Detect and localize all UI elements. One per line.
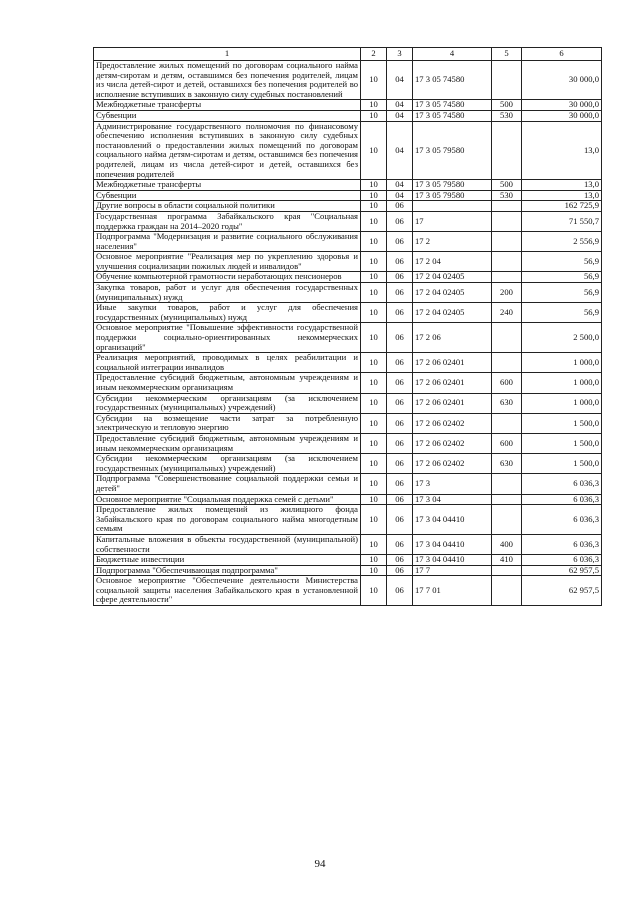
- amount-cell: 62 957,5: [522, 565, 602, 576]
- subsection-code-cell: 06: [387, 303, 413, 323]
- target-article-code-cell: 17 3 04 04410: [413, 555, 492, 566]
- amount-cell: 162 725,9: [522, 201, 602, 212]
- section-code-cell: 10: [361, 252, 387, 272]
- amount-cell: 56,9: [522, 252, 602, 272]
- table-row: [94, 303, 602, 323]
- table-row: [94, 283, 602, 303]
- target-article-code-cell: 17: [413, 211, 492, 231]
- expense-type-code-cell: 500: [492, 180, 522, 191]
- section-code-cell: 10: [361, 373, 387, 393]
- table-row: [94, 494, 602, 505]
- header-cell-1: 1: [94, 48, 361, 61]
- amount-cell: 6 036,3: [522, 505, 602, 535]
- item-name-cell: Подпрограмма "Обеспечивающая подпрограмма": [94, 565, 361, 576]
- target-article-code-cell: 17 3 05 74580: [413, 110, 492, 121]
- expense-type-code-cell: [492, 272, 522, 283]
- section-code-cell: 10: [361, 534, 387, 554]
- target-article-code-cell: 17 2 04 02405: [413, 303, 492, 323]
- amount-cell: 62 957,5: [522, 576, 602, 606]
- target-article-code-cell: 17 3: [413, 474, 492, 494]
- table-row: [94, 353, 602, 373]
- expense-type-code-cell: [492, 201, 522, 212]
- subsection-code-cell: 06: [387, 393, 413, 413]
- item-name-cell: Предоставление субсидий бюджетным, автономным учреждениям и иным некоммерческим организациям: [94, 433, 361, 453]
- section-code-cell: 10: [361, 433, 387, 453]
- section-code-cell: 10: [361, 232, 387, 252]
- amount-cell: 1 000,0: [522, 373, 602, 393]
- amount-cell: 56,9: [522, 272, 602, 283]
- item-name-cell: Субсидии некоммерческим организациям (за исключением государственных (муниципальных) учреждений): [94, 393, 361, 413]
- subsection-code-cell: 06: [387, 373, 413, 393]
- target-article-code-cell: 17 3 04: [413, 494, 492, 505]
- target-article-code-cell: 17 2 04: [413, 252, 492, 272]
- subsection-code-cell: 06: [387, 433, 413, 453]
- subsection-code-cell: 04: [387, 180, 413, 191]
- section-code-cell: 10: [361, 272, 387, 283]
- section-code-cell: 10: [361, 505, 387, 535]
- expense-type-code-cell: [492, 505, 522, 535]
- table-row: [94, 474, 602, 494]
- expense-type-code-cell: [492, 121, 522, 180]
- item-name-cell: Иные закупки товаров, работ и услуг для обеспечения государственных (муниципальных) нужд: [94, 303, 361, 323]
- table-row: [94, 272, 602, 283]
- section-code-cell: 10: [361, 61, 387, 100]
- item-name-cell: Межбюджетные трансферты: [94, 180, 361, 191]
- amount-cell: 6 036,3: [522, 555, 602, 566]
- target-article-code-cell: 17 2 04 02405: [413, 283, 492, 303]
- item-name-cell: Основное мероприятие "Социальная поддержка семей с детьми": [94, 494, 361, 505]
- amount-cell: 56,9: [522, 303, 602, 323]
- amount-cell: 1 500,0: [522, 433, 602, 453]
- subsection-code-cell: 06: [387, 252, 413, 272]
- target-article-code-cell: 17 3 04 04410: [413, 534, 492, 554]
- amount-cell: 71 550,7: [522, 211, 602, 231]
- subsection-code-cell: 06: [387, 454, 413, 474]
- section-code-cell: 10: [361, 353, 387, 373]
- target-article-code-cell: 17 7: [413, 565, 492, 576]
- expense-type-code-cell: [492, 576, 522, 606]
- subsection-code-cell: 06: [387, 353, 413, 373]
- section-code-cell: 10: [361, 393, 387, 413]
- expense-type-code-cell: 240: [492, 303, 522, 323]
- amount-cell: 30 000,0: [522, 110, 602, 121]
- section-code-cell: 10: [361, 494, 387, 505]
- section-code-cell: 10: [361, 201, 387, 212]
- expense-type-code-cell: 530: [492, 110, 522, 121]
- expense-type-code-cell: 500: [492, 100, 522, 111]
- target-article-code-cell: 17 2 06 02402: [413, 454, 492, 474]
- header-cell-4: 4: [413, 48, 492, 61]
- table-row: [94, 61, 602, 100]
- target-article-code-cell: 17 2 06 02401: [413, 373, 492, 393]
- target-article-code-cell: 17 3 05 74580: [413, 100, 492, 111]
- subsection-code-cell: 06: [387, 272, 413, 283]
- item-name-cell: Основное мероприятие "Реализация мер по укреплению здоровья и улучшения социализации пожилых людей и инвалидов": [94, 252, 361, 272]
- table-row: [94, 121, 602, 180]
- item-name-cell: Закупка товаров, работ и услуг для обеспечения государственных (муниципальных) нужд: [94, 283, 361, 303]
- table-header-row: [94, 48, 602, 61]
- expense-type-code-cell: [492, 61, 522, 100]
- amount-cell: 6 036,3: [522, 494, 602, 505]
- target-article-code-cell: 17 3 05 79580: [413, 190, 492, 201]
- budget-table: [93, 47, 602, 606]
- item-name-cell: Межбюджетные трансферты: [94, 100, 361, 111]
- table-row: [94, 413, 602, 433]
- expense-type-code-cell: [492, 252, 522, 272]
- item-name-cell: Бюджетные инвестиции: [94, 555, 361, 566]
- header-cell-5: 5: [492, 48, 522, 61]
- expense-type-code-cell: [492, 494, 522, 505]
- table-row: [94, 190, 602, 201]
- target-article-code-cell: 17 3 05 79580: [413, 180, 492, 191]
- amount-cell: 30 000,0: [522, 100, 602, 111]
- section-code-cell: 10: [361, 576, 387, 606]
- header-cell-2: 2: [361, 48, 387, 61]
- target-article-code-cell: 17 3 05 74580: [413, 61, 492, 100]
- item-name-cell: Другие вопросы в области социальной политики: [94, 201, 361, 212]
- target-article-code-cell: [413, 201, 492, 212]
- table-row: [94, 110, 602, 121]
- item-name-cell: Государственная программа Забайкальского края "Социальная поддержка граждан на 2014–2020 годы": [94, 211, 361, 231]
- target-article-code-cell: 17 2: [413, 232, 492, 252]
- amount-cell: 56,9: [522, 283, 602, 303]
- amount-cell: 30 000,0: [522, 61, 602, 100]
- subsection-code-cell: 06: [387, 565, 413, 576]
- item-name-cell: Основное мероприятие "Повышение эффективности государственной поддержки социально-ориентированных некоммерческих организаций": [94, 323, 361, 353]
- expense-type-code-cell: 630: [492, 393, 522, 413]
- target-article-code-cell: 17 2 06 02401: [413, 353, 492, 373]
- target-article-code-cell: 17 2 06 02402: [413, 433, 492, 453]
- expense-type-code-cell: 630: [492, 454, 522, 474]
- amount-cell: 1 500,0: [522, 413, 602, 433]
- subsection-code-cell: 04: [387, 100, 413, 111]
- subsection-code-cell: 04: [387, 121, 413, 180]
- item-name-cell: Обучение компьютерной грамотности неработающих пенсионеров: [94, 272, 361, 283]
- expense-type-code-cell: 410: [492, 555, 522, 566]
- amount-cell: 2 500,0: [522, 323, 602, 353]
- table-row: [94, 252, 602, 272]
- item-name-cell: Предоставление жилых помещений по договорам социального найма детям-сиротам и детям, оставшимся без попечения родителей, лицам из числа детей-сирот и детей, оставшихся без попечения родителей во исполнение вступивших в законную силу судебных постановлений: [94, 61, 361, 100]
- budget-table-body: [94, 48, 602, 606]
- section-code-cell: 10: [361, 474, 387, 494]
- amount-cell: 2 556,9: [522, 232, 602, 252]
- expense-type-code-cell: [492, 232, 522, 252]
- amount-cell: 13,0: [522, 121, 602, 180]
- item-name-cell: Субсидии некоммерческим организациям (за исключением государственных (муниципальных) учреждений): [94, 454, 361, 474]
- table-row: [94, 100, 602, 111]
- expense-type-code-cell: 600: [492, 373, 522, 393]
- section-code-cell: 10: [361, 283, 387, 303]
- amount-cell: 6 036,3: [522, 534, 602, 554]
- table-row: [94, 393, 602, 413]
- table-row: [94, 373, 602, 393]
- target-article-code-cell: 17 7 01: [413, 576, 492, 606]
- table-row: [94, 565, 602, 576]
- amount-cell: 1 000,0: [522, 353, 602, 373]
- expense-type-code-cell: 400: [492, 534, 522, 554]
- amount-cell: 1 500,0: [522, 454, 602, 474]
- amount-cell: 13,0: [522, 190, 602, 201]
- table-row: [94, 180, 602, 191]
- section-code-cell: 10: [361, 555, 387, 566]
- item-name-cell: Предоставление жилых помещений из жилищного фонда Забайкальского края по договорам социального найма многодетным семьям: [94, 505, 361, 535]
- expense-type-code-cell: 200: [492, 283, 522, 303]
- section-code-cell: 10: [361, 454, 387, 474]
- target-article-code-cell: 17 2 06: [413, 323, 492, 353]
- table-row: [94, 433, 602, 453]
- section-code-cell: 10: [361, 190, 387, 201]
- subsection-code-cell: 06: [387, 505, 413, 535]
- section-code-cell: 10: [361, 110, 387, 121]
- section-code-cell: 10: [361, 180, 387, 191]
- section-code-cell: 10: [361, 565, 387, 576]
- item-name-cell: Субвенции: [94, 190, 361, 201]
- item-name-cell: Субсидии на возмещение части затрат за потребленную электрическую и тепловую энергию: [94, 413, 361, 433]
- target-article-code-cell: 17 2 06 02401: [413, 393, 492, 413]
- subsection-code-cell: 06: [387, 413, 413, 433]
- item-name-cell: Предоставление субсидий бюджетным, автономным учреждениям и иным некоммерческим организациям: [94, 373, 361, 393]
- subsection-code-cell: 06: [387, 283, 413, 303]
- item-name-cell: Подпрограмма "Модернизация и развитие социального обслуживания населения": [94, 232, 361, 252]
- item-name-cell: Субвенции: [94, 110, 361, 121]
- table-row: [94, 323, 602, 353]
- amount-cell: 6 036,3: [522, 474, 602, 494]
- table-row: [94, 211, 602, 231]
- header-cell-6: 6: [522, 48, 602, 61]
- subsection-code-cell: 06: [387, 494, 413, 505]
- subsection-code-cell: 06: [387, 555, 413, 566]
- item-name-cell: Основное мероприятие "Обеспечение деятельности Министерства социальной защиты населения Забайкальского края в установленной сфере деятельности": [94, 576, 361, 606]
- table-row: [94, 232, 602, 252]
- expense-type-code-cell: [492, 353, 522, 373]
- expense-type-code-cell: [492, 211, 522, 231]
- section-code-cell: 10: [361, 303, 387, 323]
- item-name-cell: Подпрограмма "Совершенствование социальной поддержки семьи и детей": [94, 474, 361, 494]
- item-name-cell: Администрирование государственного полномочия по финансовому обеспечению исполнения вступивших в законную силу судебных постановлений о предоставлении жилых помещений по договорам социального найма детям-сиротам и детям, оставшимся без попечения родителей, лицам из числа детей-сирот и детей, оставшихся без попечения родителей: [94, 121, 361, 180]
- expense-type-code-cell: [492, 413, 522, 433]
- subsection-code-cell: 04: [387, 61, 413, 100]
- section-code-cell: 10: [361, 121, 387, 180]
- table-row: [94, 576, 602, 606]
- section-code-cell: 10: [361, 323, 387, 353]
- table-row: [94, 201, 602, 212]
- expense-type-code-cell: [492, 474, 522, 494]
- expense-type-code-cell: [492, 323, 522, 353]
- expense-type-code-cell: 600: [492, 433, 522, 453]
- amount-cell: 13,0: [522, 180, 602, 191]
- section-code-cell: 10: [361, 211, 387, 231]
- table-row: [94, 555, 602, 566]
- section-code-cell: 10: [361, 100, 387, 111]
- subsection-code-cell: 04: [387, 190, 413, 201]
- subsection-code-cell: 06: [387, 211, 413, 231]
- expense-type-code-cell: 530: [492, 190, 522, 201]
- subsection-code-cell: 06: [387, 323, 413, 353]
- section-code-cell: 10: [361, 413, 387, 433]
- table-row: [94, 454, 602, 474]
- subsection-code-cell: 06: [387, 576, 413, 606]
- header-cell-3: 3: [387, 48, 413, 61]
- subsection-code-cell: 06: [387, 232, 413, 252]
- subsection-code-cell: 06: [387, 474, 413, 494]
- table-row: [94, 505, 602, 535]
- subsection-code-cell: 06: [387, 201, 413, 212]
- subsection-code-cell: 04: [387, 110, 413, 121]
- target-article-code-cell: 17 2 04 02405: [413, 272, 492, 283]
- page-number: 94: [314, 858, 326, 870]
- subsection-code-cell: 06: [387, 534, 413, 554]
- target-article-code-cell: 17 2 06 02402: [413, 413, 492, 433]
- table-row: [94, 534, 602, 554]
- amount-cell: 1 000,0: [522, 393, 602, 413]
- target-article-code-cell: 17 3 04 04410: [413, 505, 492, 535]
- target-article-code-cell: 17 3 05 79580: [413, 121, 492, 180]
- expense-type-code-cell: [492, 565, 522, 576]
- item-name-cell: Капитальные вложения в объекты государственной (муниципальной) собственности: [94, 534, 361, 554]
- item-name-cell: Реализация мероприятий, проводимых в целях реабилитации и социальной интеграции инвалидов: [94, 353, 361, 373]
